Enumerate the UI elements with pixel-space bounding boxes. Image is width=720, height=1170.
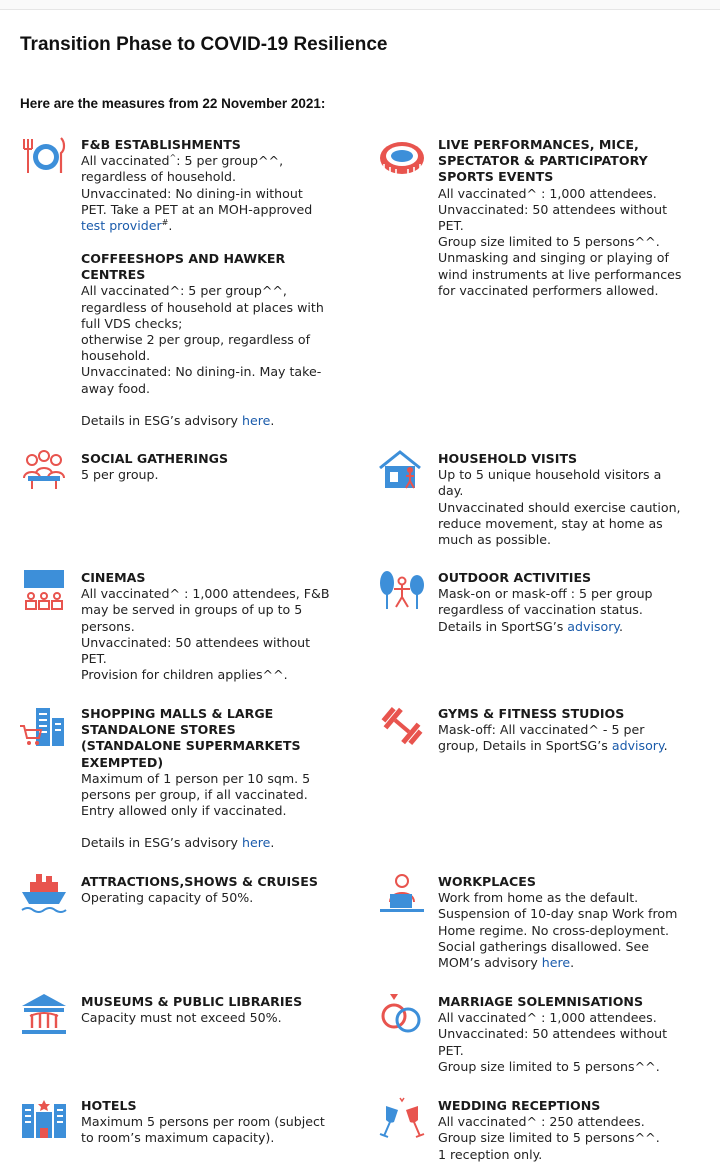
cinemas-line-2: may be served in groups of up to 5 xyxy=(81,602,303,618)
test-provider-link[interactable]: test provider xyxy=(81,218,162,234)
workplaces-line-2: Suspension of 10-day snap Work from xyxy=(438,906,678,922)
cinema-icon xyxy=(20,568,68,612)
fb-heading: F&B ESTABLISHMENTS xyxy=(81,137,241,152)
plate-cutlery-icon xyxy=(20,133,68,177)
coffeeshops-line-3: full VDS checks; xyxy=(81,315,183,331)
live-line-7: for vaccinated performers allowed. xyxy=(438,282,659,298)
sportsg-advisory-link-gyms[interactable]: advisory xyxy=(611,738,664,754)
gyms-section: GYMS & FITNESS STUDIOS Mask-off: All vaccinated^ - 5 per group, Details in SportSG’s advisory. xyxy=(438,706,708,755)
household-line-1: Up to 5 unique household visitors a xyxy=(438,467,662,483)
coffeeshops-line-5: household. xyxy=(81,348,151,364)
coffeeshops-line-2: regardless of household at places with xyxy=(81,299,324,315)
household-heading: HOUSEHOLD VISITS xyxy=(438,451,578,466)
wedding-heading: WEDDING RECEPTIONS xyxy=(438,1098,601,1113)
dumbbell-icon xyxy=(378,704,426,748)
outdoor-activities-section: OUTDOOR ACTIVITIES Mask-on or mask-off : 5 per group regardless of vaccination status. Details in SportSG’s advisory. xyxy=(438,570,708,635)
wedding-line-1: All vaccinated^ : 250 attendees. xyxy=(438,1114,645,1130)
outdoor-heading: OUTDOOR ACTIVITIES xyxy=(438,570,592,585)
hotels-line-1: Maximum 5 persons per room (subject xyxy=(81,1114,325,1130)
gyms-line-1: Mask-off: All vaccinated^ - 5 per xyxy=(438,722,645,738)
malls-line-1: Maximum of 1 person per 10 sqm. 5 xyxy=(81,770,311,786)
test-provider-sup: # xyxy=(161,217,169,227)
cinemas-line-3: persons. xyxy=(81,618,135,634)
marriage-line-4: Group size limited to 5 persons^^. xyxy=(438,1058,660,1074)
live-line-2: Unvaccinated: 50 attendees without xyxy=(438,201,668,217)
household-line-3: Unvaccinated should exercise caution, xyxy=(438,499,681,515)
cinemas-section xyxy=(81,570,343,683)
coffeeshops-line-6: Unvaccinated: No dining-in. May take- xyxy=(81,364,322,380)
fb-line-3: Unvaccinated: No dining-in without xyxy=(81,185,303,201)
esg-advisory-link[interactable]: here xyxy=(242,412,271,428)
hotels-heading: HOTELS xyxy=(81,1098,137,1113)
fb-establishments-section xyxy=(81,137,343,234)
household-line-4: reduce movement, stay at home as xyxy=(438,515,663,531)
sportsg-advisory-link[interactable]: advisory xyxy=(567,618,620,634)
coffeeshops-details: Details in ESG’s advisory xyxy=(81,412,242,428)
attractions-line-1: Operating capacity of 50%. xyxy=(81,890,254,906)
household-line-2: day. xyxy=(438,483,464,499)
outdoor-line-3: Details in SportSG’s xyxy=(438,618,568,634)
wedding-section xyxy=(438,1098,708,1163)
live-line-6: wind instruments at live performances xyxy=(438,266,682,282)
marriage-heading: MARRIAGE SOLEMNISATIONS xyxy=(438,994,644,1009)
coffeeshops-line-1: All vaccinated^: 5 per group^^, xyxy=(81,283,287,299)
museums-line-1: Capacity must not exceed 50%. xyxy=(81,1010,282,1026)
coffeeshops-heading-1: COFFEESHOPS AND HAWKER xyxy=(81,251,286,266)
live-heading-2: SPECTATOR & PARTICIPATORY xyxy=(438,153,648,169)
social-gatherings-section xyxy=(81,451,343,483)
cinemas-line-6: Provision for children applies^^. xyxy=(81,667,288,683)
cinemas-line-5: PET. xyxy=(81,651,107,667)
attractions-section xyxy=(81,874,343,906)
attractions-heading: ATTRACTIONS,SHOWS & CRUISES xyxy=(81,874,318,889)
live-heading-3: SPORTS EVENTS xyxy=(438,169,554,185)
museums-heading: MUSEUMS & PUBLIC LIBRARIES xyxy=(81,994,303,1009)
hotels-section xyxy=(81,1098,343,1147)
malls-heading-3: (STANDALONE SUPERMARKETS xyxy=(81,738,301,754)
people-gathering-icon xyxy=(20,448,68,492)
malls-details: Details in ESG’s advisory xyxy=(81,835,242,851)
hotel-icon xyxy=(20,1096,68,1140)
workplaces-line-1: Work from home as the default. xyxy=(438,890,639,906)
fb-line-5-end: . xyxy=(168,218,173,234)
wedding-line-3: 1 reception only. xyxy=(438,1146,543,1162)
coffeeshops-line-4: otherwise 2 per group, regardless of xyxy=(81,332,311,348)
fb-line-1-sup: ^ xyxy=(169,153,177,163)
workplaces-line-4: Social gatherings disallowed. See xyxy=(438,938,649,954)
cinemas-heading: CINEMAS xyxy=(81,570,146,585)
fb-line-2: regardless of household. xyxy=(81,169,236,185)
wedding-line-2: Group size limited to 5 persons^^. xyxy=(438,1130,660,1146)
toast-glasses-icon xyxy=(378,1096,426,1140)
workplaces-line-5: MOM’s advisory xyxy=(438,955,542,971)
malls-heading-4: EXEMPTED) xyxy=(81,754,164,770)
esg-advisory-link-malls[interactable]: here xyxy=(242,835,271,851)
gyms-line-2: group, Details in SportSG’s xyxy=(438,738,612,754)
intro-text: Here are the measures from 22 November 2021: xyxy=(20,96,326,111)
rings-icon xyxy=(378,992,426,1036)
workplaces-heading: WORKPLACES xyxy=(438,874,536,889)
coffeeshops-heading-2: CENTRES xyxy=(81,267,146,283)
top-divider xyxy=(0,0,720,10)
shopping-malls-section: SHOPPING MALLS & LARGE STANDALONE STORES (STANDALONE SUPERMARKETS EXEMPTED) Maximum of 1 person per 10 sqm. 5 persons per group, if all vaccinated. Entry allowed only if vaccinated. Details in ESG’s advisory here. xyxy=(81,706,343,852)
live-line-1: All vaccinated^ : 1,000 attendees. xyxy=(438,185,657,201)
marriage-line-3: PET. xyxy=(438,1042,464,1058)
household-visits-section xyxy=(438,451,708,548)
fb-line-4: PET. Take a PET at an MOH-approved xyxy=(81,201,313,217)
live-line-3: PET. xyxy=(438,218,464,234)
marriage-line-2: Unvaccinated: 50 attendees without xyxy=(438,1026,668,1042)
live-heading-1: LIVE PERFORMANCES, MICE, xyxy=(438,137,639,152)
outdoor-trees-icon xyxy=(378,567,426,611)
outdoor-line-1: Mask-on or mask-off : 5 per group xyxy=(438,586,653,602)
social-line-1: 5 per group. xyxy=(81,467,159,483)
mom-advisory-link[interactable]: here xyxy=(541,955,571,971)
museums-section xyxy=(81,994,343,1026)
museum-icon xyxy=(20,992,68,1036)
household-line-5: much as possible. xyxy=(438,532,552,548)
cinemas-line-1: All vaccinated^ : 1,000 attendees, F&B xyxy=(81,586,330,602)
coffeeshops-section: COFFEESHOPS AND HAWKER CENTRES All vaccinated^: 5 per group^^, regardless of household at places with full VDS checks; otherwise 2 per group, regardless of household. Unvaccinated: No dining-in. May take- away food. Details in ESG’s advisory here. xyxy=(81,251,343,429)
shopping-cart-icon xyxy=(20,706,68,750)
workplaces-line-3: Home regime. No cross-deployment. xyxy=(438,922,670,938)
house-visit-icon xyxy=(378,448,426,492)
malls-line-3: Entry allowed only if vaccinated. xyxy=(81,803,287,819)
fb-line-1a: All vaccinated xyxy=(81,153,170,169)
hotels-line-2: to room’s maximum capacity). xyxy=(81,1130,275,1146)
malls-heading-1: SHOPPING MALLS & LARGE xyxy=(81,706,274,721)
fb-line-1b: : 5 per group^^, xyxy=(176,153,284,169)
malls-line-2: persons per group, if all vaccinated. xyxy=(81,787,308,803)
marriage-section xyxy=(438,994,708,1075)
workplaces-section: WORKPLACES Work from home as the default. Suspension of 10-day snap Work from Home regime. No cross-deployment. Social gatherings disallowed. See MOM’s advisory here. xyxy=(438,874,708,971)
social-heading: SOCIAL GATHERINGS xyxy=(81,451,229,466)
outdoor-line-2: regardless of vaccination status. xyxy=(438,602,643,618)
ship-icon xyxy=(20,872,68,916)
gyms-heading: GYMS & FITNESS STUDIOS xyxy=(438,706,625,721)
live-performances-section xyxy=(438,137,708,299)
live-line-4: Group size limited to 5 persons^^. xyxy=(438,234,660,250)
malls-heading-2: STANDALONE STORES xyxy=(81,722,236,738)
stadium-icon xyxy=(378,136,426,180)
coffeeshops-line-7: away food. xyxy=(81,380,151,396)
marriage-line-1: All vaccinated^ : 1,000 attendees. xyxy=(438,1010,657,1026)
page-title: Transition Phase to COVID-19 Resilience xyxy=(20,34,388,55)
cinemas-line-4: Unvaccinated: 50 attendees without xyxy=(81,634,311,650)
live-line-5: Unmasking and singing or playing of xyxy=(438,250,669,266)
laptop-worker-icon xyxy=(378,872,426,916)
